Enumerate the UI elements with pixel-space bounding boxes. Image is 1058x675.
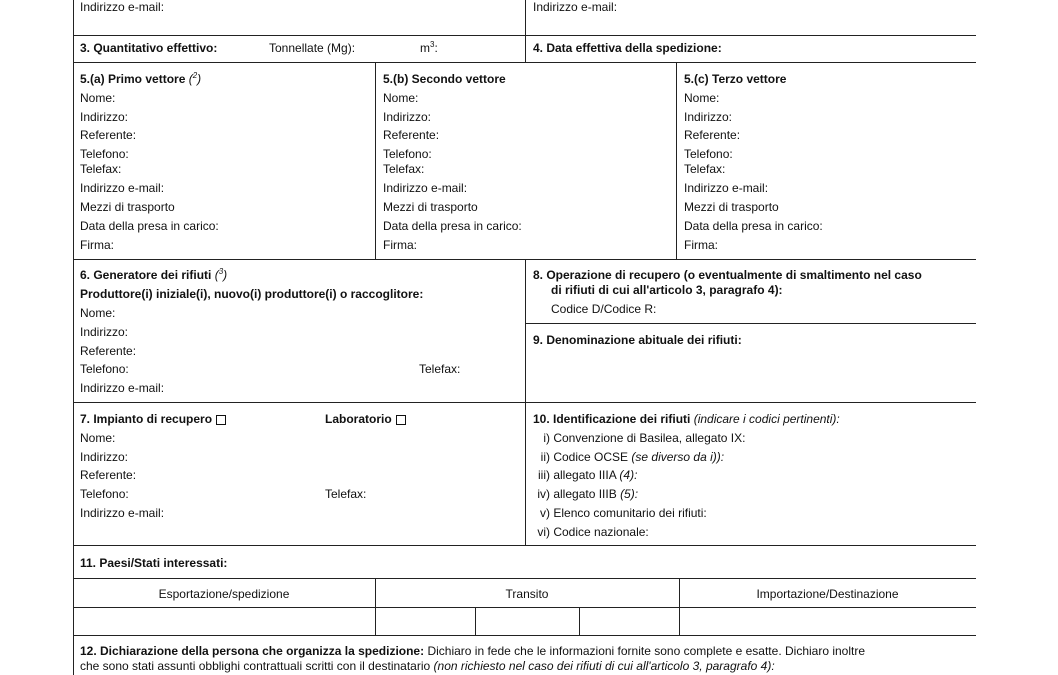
section-8-title-line-2: di rifiuti di cui all'articolo 3, paragrafo 4): xyxy=(551,283,783,297)
email-label: Indirizzo e-mail: xyxy=(80,381,165,395)
address-label: Indirizzo: xyxy=(80,110,129,124)
takeover-date-label: Data della presa in carico: xyxy=(684,219,823,233)
email-label-right: Indirizzo e-mail: xyxy=(533,0,618,14)
divider xyxy=(579,607,580,635)
signature-label: Firma: xyxy=(80,238,114,252)
section-6-title: 6. Generatore dei rifiuti ($^3$) xyxy=(80,267,228,282)
address-label: Indirizzo: xyxy=(684,110,733,124)
takeover-date-label: Data della presa in carico: xyxy=(383,219,522,233)
divider xyxy=(525,0,526,62)
recovery-facility-checkbox[interactable] xyxy=(216,415,226,425)
name-label: Nome: xyxy=(684,91,720,105)
section-8-title-line-1: 8. Operazione di recupero (o eventualmente di smaltimento nel caso xyxy=(533,268,922,282)
cubic-metres-label: $m^3$: xyxy=(420,40,438,55)
phone-label: Telefono: xyxy=(383,147,432,161)
section-5b-title: 5.(b) Secondo vettore xyxy=(383,72,506,86)
divider xyxy=(73,35,976,36)
divider xyxy=(73,578,976,579)
name-label: Nome: xyxy=(80,306,116,320)
phone-label: Telefono: xyxy=(684,147,733,161)
border-left xyxy=(73,0,74,675)
fax-label: Telefax: xyxy=(80,162,122,176)
list-item: ii) Codice OCSE (se diverso da i)): xyxy=(540,450,725,464)
section-7-title: 7. Impianto di recupero xyxy=(80,412,226,426)
section-5c-title: 5.(c) Terzo vettore xyxy=(684,72,787,86)
list-item: i) Convenzione di Basilea, allegato IX: xyxy=(543,431,746,445)
phone-label: Telefono: xyxy=(80,147,129,161)
contact-label: Referente: xyxy=(383,128,440,142)
column-header-transit: Transito xyxy=(505,587,549,601)
divider xyxy=(375,62,376,259)
fax-label: Telefax: xyxy=(419,362,461,376)
section-4-title: 4. Data effettiva della spedizione: xyxy=(533,41,722,55)
address-label: Indirizzo: xyxy=(80,450,129,464)
name-label: Nome: xyxy=(80,91,116,105)
list-item: iv) allegato IIIB (5): xyxy=(537,487,639,501)
divider xyxy=(73,607,976,608)
divider xyxy=(525,323,976,324)
address-label: Indirizzo: xyxy=(80,325,129,339)
email-label: Indirizzo e-mail: xyxy=(80,181,165,195)
transport-label: Mezzi di trasporto xyxy=(684,200,779,214)
phone-label: Telefono: xyxy=(80,362,129,376)
divider xyxy=(475,607,476,635)
section-10-title: 10. Identificazione dei rifiuti (indicare i codici pertinenti): xyxy=(533,412,840,426)
section-11-title: 11. Paesi/Stati interessati: xyxy=(80,556,228,570)
divider xyxy=(676,62,677,259)
address-label: Indirizzo: xyxy=(383,110,432,124)
divider xyxy=(73,545,976,546)
section-12-line-2: che sono stati assunti obblighi contrattuali scritti con il destinatario (non richiesto nel caso dei rifiuti di cui all'articolo 3, paragrafo 4): xyxy=(80,659,775,673)
section-5a-title: 5.(a) Primo vettore ($^2$) xyxy=(80,71,202,86)
contact-label: Referente: xyxy=(80,344,137,358)
list-item: v) Elenco comunitario dei rifiuti: xyxy=(540,506,707,520)
contact-label: Referente: xyxy=(684,128,741,142)
contact-label: Referente: xyxy=(80,468,137,482)
fax-label: Telefax: xyxy=(684,162,726,176)
laboratory-checkbox[interactable] xyxy=(396,415,406,425)
list-item: vi) Codice nazionale: xyxy=(537,525,649,539)
name-label: Nome: xyxy=(383,91,419,105)
column-header-import: Importazione/Destinazione xyxy=(756,587,899,601)
tonnes-label: Tonnellate (Mg): xyxy=(269,41,356,55)
email-label: Indirizzo e-mail: xyxy=(383,181,468,195)
section-9-title: 9. Denominazione abituale dei rifiuti: xyxy=(533,333,742,347)
transport-label: Mezzi di trasporto xyxy=(383,200,478,214)
section-12-line-1: 12. Dichiarazione della persona che organizza la spedizione: Dichiaro in fede che le informazioni fornite sono complete e esatte. Dichiaro inoltre xyxy=(80,644,866,658)
takeover-date-label: Data della presa in carico: xyxy=(80,219,219,233)
laboratory-label: Laboratorio xyxy=(325,412,406,426)
divider xyxy=(73,62,976,63)
section-3-title: 3. Quantitativo effettivo: xyxy=(80,41,218,55)
divider xyxy=(73,635,976,636)
list-item: iii) allegato IIIA (4): xyxy=(538,468,638,482)
column-header-export: Esportazione/spedizione xyxy=(158,587,290,601)
signature-label: Firma: xyxy=(383,238,417,252)
contact-label: Referente: xyxy=(80,128,137,142)
fax-label: Telefax: xyxy=(325,487,367,501)
name-label: Nome: xyxy=(80,431,116,445)
section-6-subtitle: Produttore(i) iniziale(i), nuovo(i) produttore(i) o raccoglitore: xyxy=(80,287,424,301)
divider xyxy=(73,402,976,403)
email-label: Indirizzo e-mail: xyxy=(684,181,769,195)
email-label-left: Indirizzo e-mail: xyxy=(80,0,165,14)
signature-label: Firma: xyxy=(684,238,718,252)
d-r-code-label: Codice D/Codice R: xyxy=(551,302,657,316)
phone-label: Telefono: xyxy=(80,487,129,501)
email-label: Indirizzo e-mail: xyxy=(80,506,165,520)
fax-label: Telefax: xyxy=(383,162,425,176)
transport-label: Mezzi di trasporto xyxy=(80,200,175,214)
